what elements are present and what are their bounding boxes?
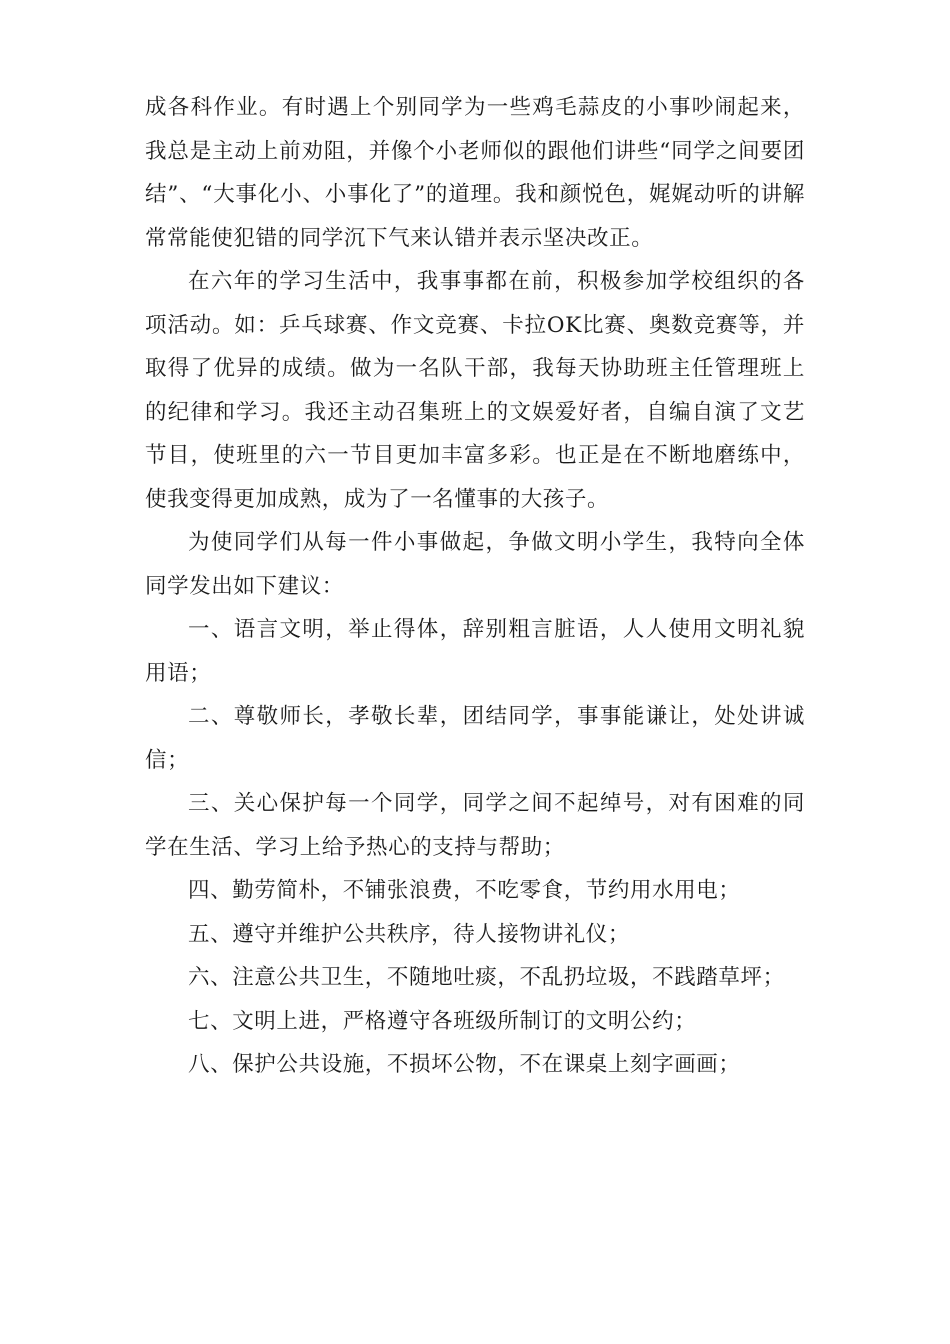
proposal-item-5: 五、遵守并维护公共秩序，待人接物讲礼仪； (188, 921, 631, 947)
proposal-item-4: 四、勤劳简朴，不铺张浪费，不吃零食，节约用水用电； (188, 878, 741, 903)
proposal-item-6: 六、注意公共卫生，不随地吐痰，不乱扔垃圾，不践踏草坪； (188, 965, 785, 990)
proposal-item-7: 七、文明上进，严格遵守各班级所制订的文明公约； (188, 1008, 697, 1034)
paragraph-proposal-intro: 为使同学们从每一件小事做起，争做文明小学生，我特向全体同学发出如下建议： (145, 530, 805, 599)
proposal-item-2: 二、尊敬师长，孝敬长辈，团结同学，事事能谦让，处处讲诚信； (145, 704, 805, 773)
document-page (145, 86, 805, 1087)
paragraph-activities: 在六年的学习生活中，我事事都在前，积极参加学校组织的各项活动。如：乒乓球赛、作文竞赛、卡拉OK比赛、奥数竞赛等，并取得了优异的成绩。做为一名队干部，我每天协助班主任管理班上的纪律和学习。我还主动召集班上的文娱爱好者，自编自演了文艺节目，使班里的六一节目更加丰富多彩。也正是在不断地磨练中，使我变得更加成熟，成为了一名懂事的大孩子。 (145, 269, 805, 512)
proposal-item-1: 一、语言文明，举止得体，辞别粗言脏语，人人使用文明礼貌用语； (145, 617, 805, 686)
proposal-item-8: 八、保护公共设施，不损坏公物，不在课桌上刻字画画； (188, 1052, 741, 1077)
proposal-item-3: 三、关心保护每一个同学，同学之间不起绰号，对有困难的同学在生活、学习上给予热心的支持与帮助； (145, 791, 805, 860)
paragraph-continuation: 成各科作业。有时遇上个别同学为一些鸡毛蒜皮的小事吵闹起来，我总是主动上前劝阻，并像个小老师似的跟他们讲些“同学之间要团结”、“大事化小、小事化了”的道理。我和颜悦色，娓娓动听的讲解常常能使犯错的同学沉下气来认错并表示坚决改正。 (145, 95, 805, 251)
